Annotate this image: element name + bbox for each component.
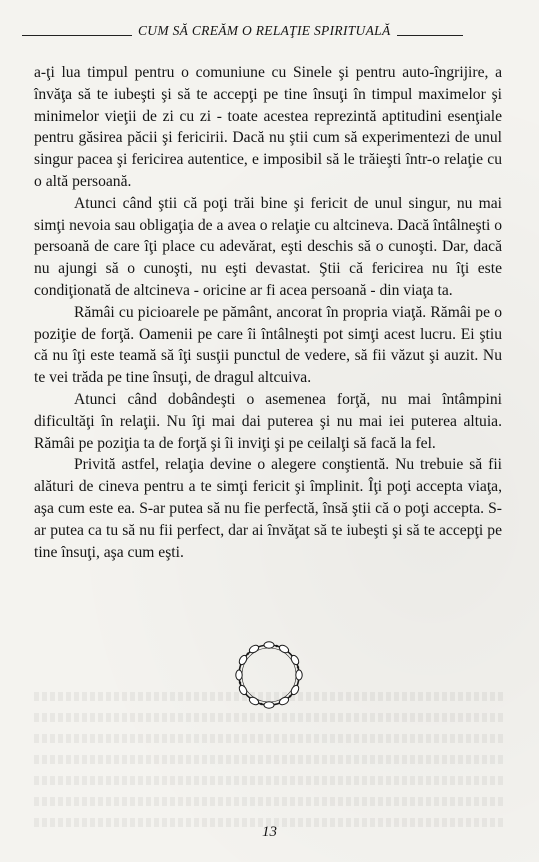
- page-number: 13: [262, 824, 277, 840]
- paragraph: a-ţi lua timpul pentru o comuniune cu Sinele şi pentru auto-îngrijire, a învăţa să te iubeşti şi să te accepţi pe tine însuţi în timpul maximelor şi minimelor vieţii de zi cu zi - toate acestea reprezintă aptitudini esenţiale pentru găsirea păcii şi fericirii. Dacă nu ştii cum să experimentezi de unul singur pacea şi fericirea autentice, e imposibil să le trăieşti într-o relaţie cu o altă persoană.: [34, 64, 502, 190]
- paragraph: Privită astfel, relaţia devine o alegere conştientă. Nu trebuie să fii alături de cineva pentru a te simţi fericit şi împlinit. Îţi poţi accepta viaţa, aşa cum este ea. S-ar putea să nu fie perfectă, însă ştii că o poţi accepta. S-ar putea ca tu să nu fii perfect, dar ai învăţat să te iubeşti şi să te accepţi pe tine însuţi, aşa cum eşti.: [34, 456, 502, 561]
- floral-wreath-icon: [226, 632, 312, 718]
- paragraph: Atunci când ştii că poţi trăi bine şi fericit de unul singur, nu mai simţi nevoia sau obligaţia de a avea o relaţie cu altcineva. Dacă întâlneşti o persoană de care îţi place cu adevărat, eşti deschis să o cunoşti. Dar, dacă nu ajungi să o cunoşti, nu eşti devastat. Ştii că fericirea nu îţi este condiţionată de altcineva - oricine ar fi acea persoană - din viaţa ta.: [34, 194, 502, 299]
- paragraph: Atunci când dobândeşti o asemenea forţă, nu mai întâmpini dificultăţi în relaţii. Nu îţi mai dai puterea şi nu mai iei puterea altuia. Rămâi pe poziţia ta de forţă şi îi inviţi şi pe ceilalţi să facă la fel.: [34, 390, 502, 452]
- running-header: [22, 22, 502, 40]
- header-rule-right: [397, 35, 463, 36]
- paragraph: Rămâi cu picioarele pe pământ, ancorat în propria viaţă. Rămâi pe o poziţie de forţă. Oamenii pe care îi întâlneşti pot simţi acest lucru. Ei ştiu că nu îţi este teamă să îţi susţii punctul de vedere, să fii văzut şi auzit. Nu te vei trăda pe tine însuţi, de dragul altcuiva.: [34, 303, 502, 387]
- header-rule-left: [22, 35, 132, 36]
- body-text: [34, 62, 502, 563]
- header-title: CUM SĂ CREĂM O RELAŢIE SPIRITUALĂ: [138, 23, 391, 38]
